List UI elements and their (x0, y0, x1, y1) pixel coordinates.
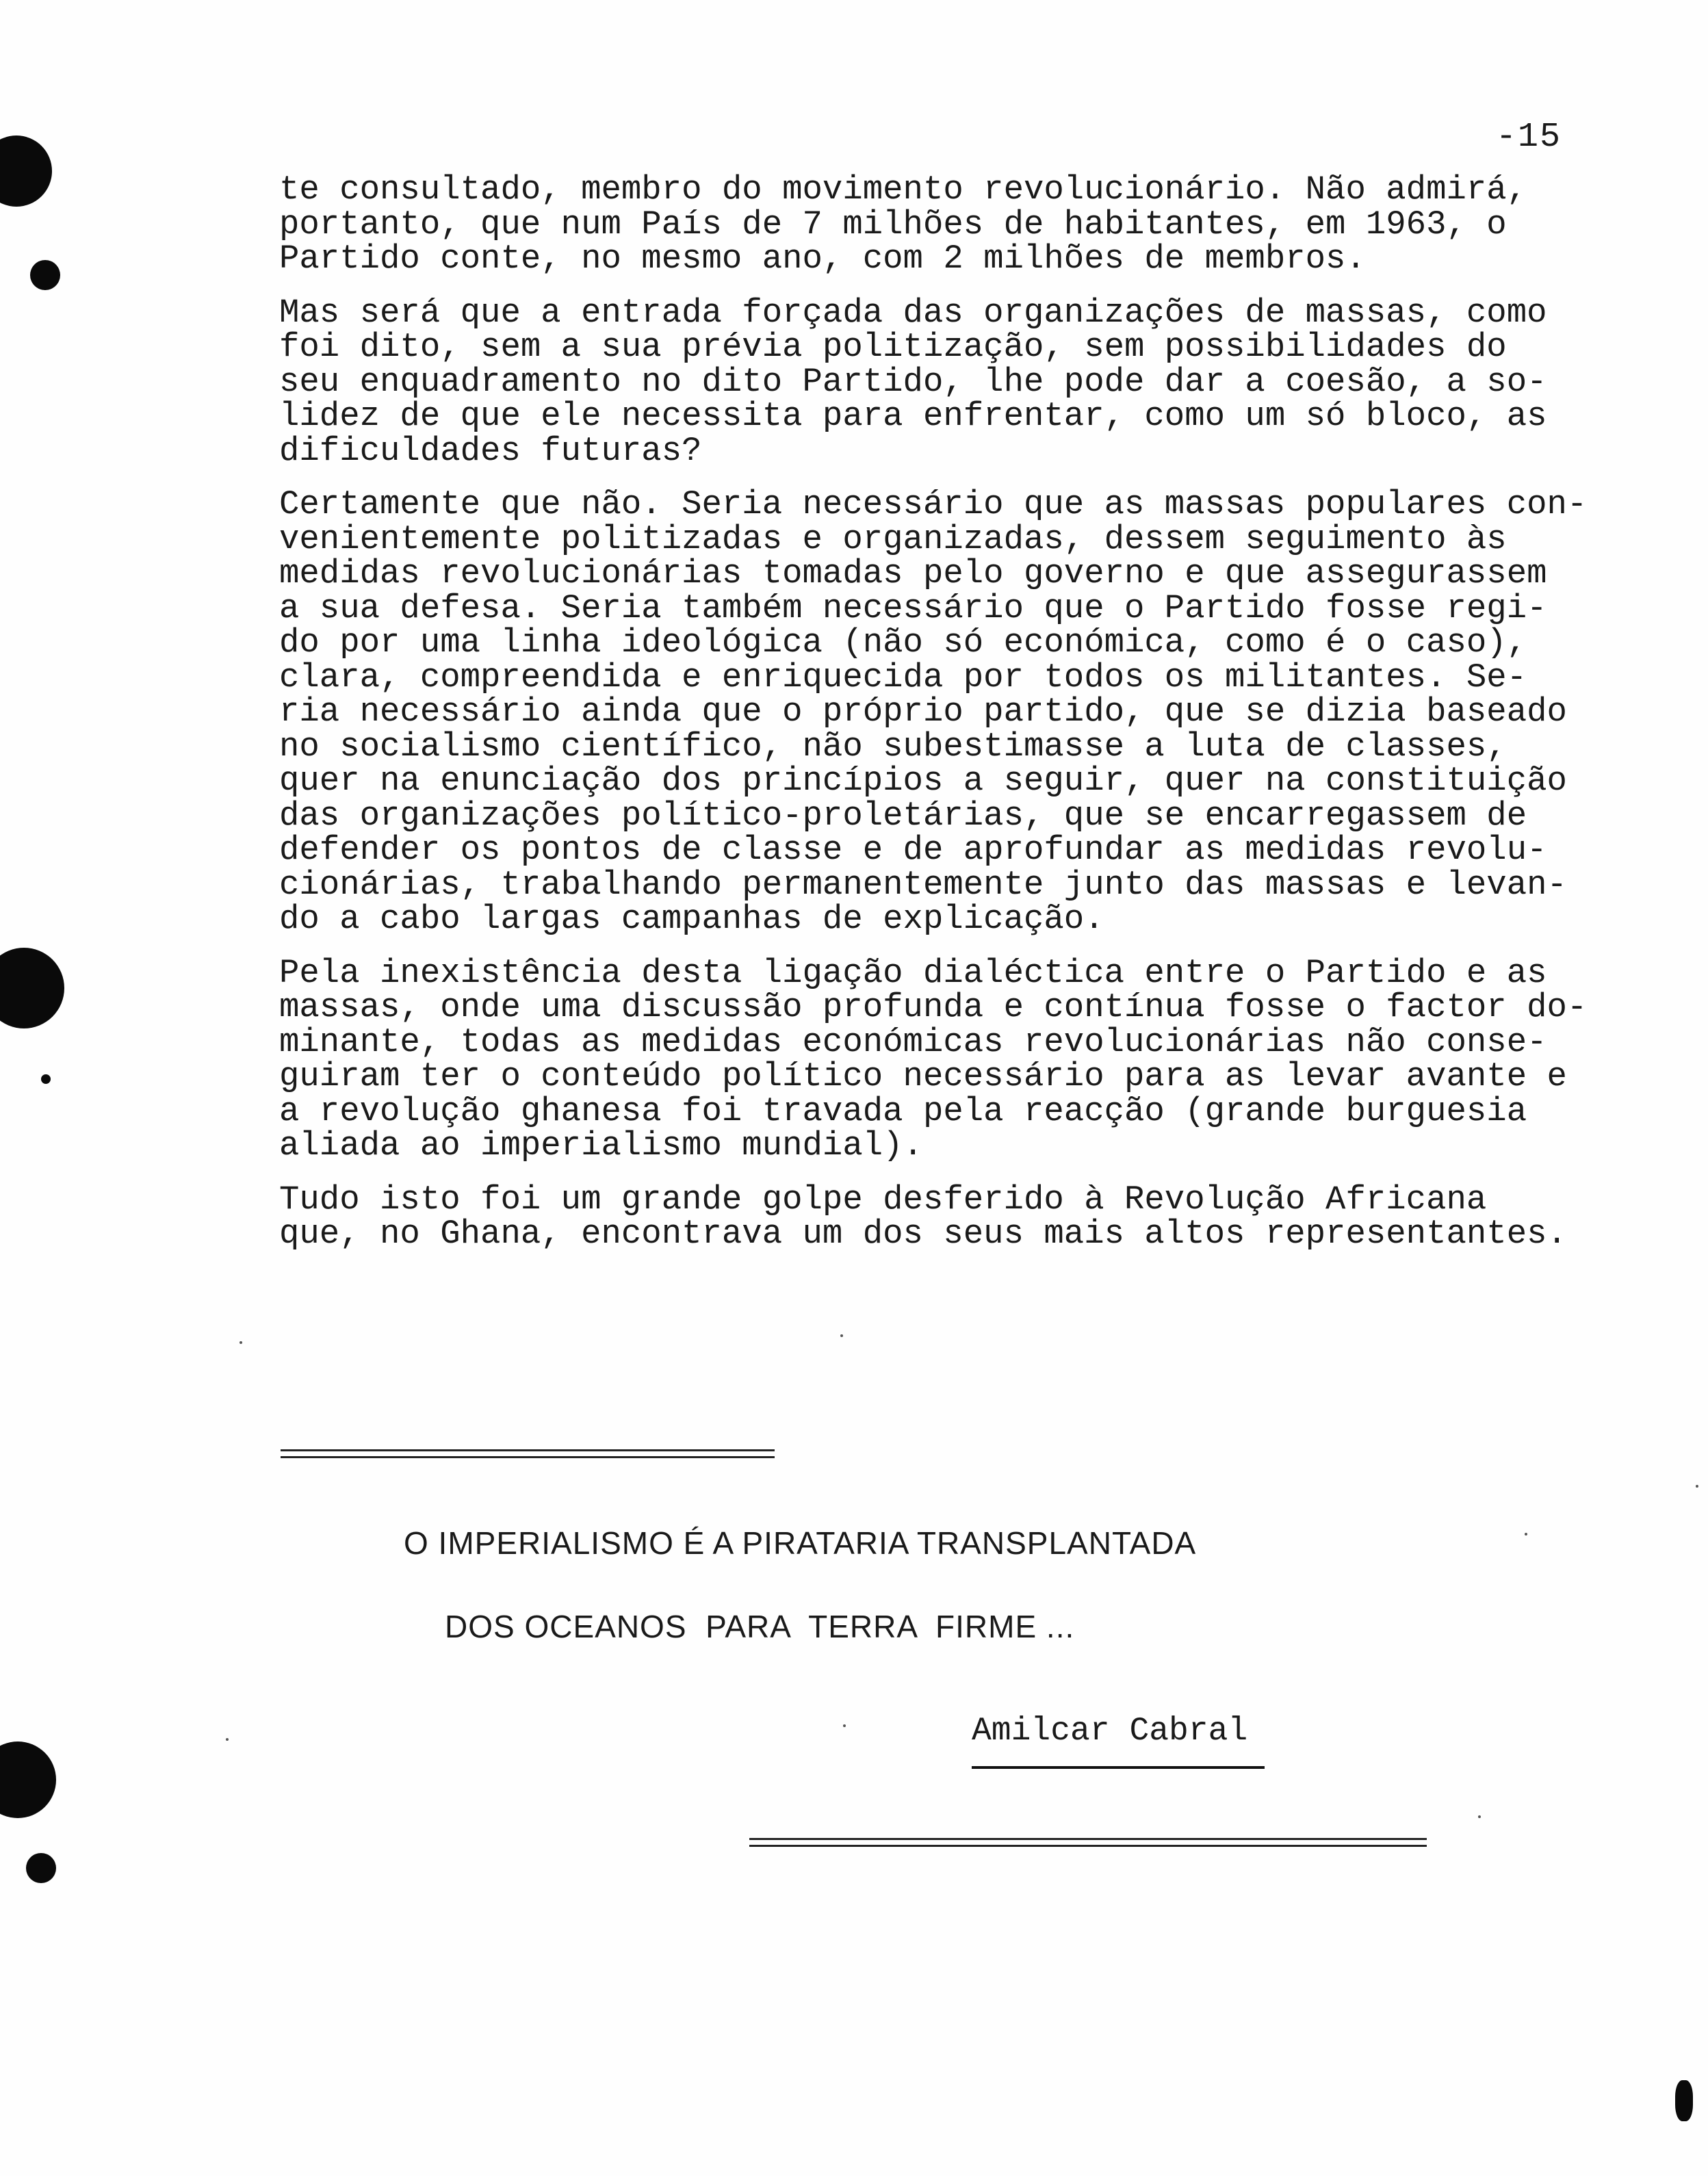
text-line: Pela inexistência desta ligação dialéctica entre o Partido e as (279, 953, 1547, 992)
scan-speck (1525, 1533, 1527, 1536)
double-rule-bottom (749, 1838, 1427, 1840)
text-line: clara, compreendida e enriquecida por todos os militantes. Se- (279, 658, 1527, 697)
text-line: seu enquadramento no dito Partido, lhe pode dar a coesão, a so- (279, 362, 1547, 401)
paragraph-3 (279, 487, 1655, 937)
scan-speck (226, 1738, 229, 1741)
text-line: Mas será que a entrada forçada das organizações de massas, como (279, 293, 1547, 332)
scan-speck (1696, 1485, 1698, 1488)
text-line: defender os pontos de classe e de aprofundar as medidas revolu- (279, 831, 1547, 869)
scan-speck (240, 1341, 242, 1344)
text-line: no socialismo científico, não subestimasse a luta de classes, (279, 727, 1507, 766)
scan-speck (840, 1334, 843, 1337)
paragraph-4 (279, 953, 1655, 1165)
text-line: dificuldades futuras? (279, 431, 702, 470)
punch-hole (41, 1074, 51, 1084)
double-rule-top (281, 1449, 775, 1451)
punch-hole (0, 135, 52, 207)
text-line: que, no Ghana, encontrava um dos seus mais altos representantes. (279, 1215, 1567, 1253)
paragraph-2 (279, 293, 1655, 470)
paragraph-1 (279, 172, 1655, 276)
text-line: das organizações político-proletárias, que se encarregassem de (279, 796, 1527, 835)
scan-speck (843, 1724, 846, 1727)
text-line: foi dito, sem a sua prévia politização, sem possibilidades do (279, 328, 1507, 366)
quote-line-2: DOS OCEANOS PARA TERRA FIRME ... (445, 1609, 1075, 1644)
text-line: cionárias, trabalhando permanentemente junto das massas e levan- (279, 865, 1567, 904)
punch-hole (0, 1741, 56, 1818)
body-text (279, 172, 1655, 1271)
text-line: portanto, que num País de 7 milhões de habitantes, em 1963, o (279, 205, 1507, 244)
page-number: -15 (1496, 118, 1562, 157)
text-line: massas, onde uma discussão profunda e contínua fosse o factor do- (279, 988, 1588, 1026)
text-line: Certamente que não. Seria necessário que as massas populares con- (279, 485, 1588, 523)
text-line: venientemente politizadas e organizadas, dessem seguimento às (279, 519, 1507, 558)
text-line: minante, todas as medidas económicas revolucionárias não conse- (279, 1022, 1547, 1061)
text-line: do a cabo largas campanhas de explicação. (279, 900, 1104, 938)
text-line: a revolução ghanesa foi travada pela reacção (grande burguesia (279, 1091, 1527, 1130)
punch-hole (0, 948, 64, 1028)
punch-hole (1675, 2080, 1693, 2121)
text-line: guiram ter o conteúdo político necessário para as levar avante e (279, 1057, 1567, 1096)
text-line: te consultado, membro do movimento revolucionário. Não admirá, (279, 170, 1527, 209)
text-line: ria necessário ainda que o próprio partido, que se dizia baseado (279, 692, 1567, 731)
scan-speck (1478, 1815, 1481, 1818)
text-line: aliada ao imperialismo mundial). (279, 1126, 923, 1165)
text-line: lidez de que ele necessita para enfrentar, como um só bloco, as (279, 397, 1547, 435)
quote-author: Amilcar Cabral (972, 1713, 1248, 1750)
punch-hole (30, 260, 60, 290)
text-line: Tudo isto foi um grande golpe desferido à Revolução Africana (279, 1180, 1487, 1219)
text-line: Partido conte, no mesmo ano, com 2 milhões de membros. (279, 239, 1366, 278)
text-line: medidas revolucionárias tomadas pelo governo e que assegurassem (279, 554, 1547, 593)
author-underline (972, 1766, 1265, 1769)
text-line: do por uma linha ideológica (não só económica, como é o caso), (279, 623, 1527, 662)
quote-line-1: O IMPERIALISMO É A PIRATARIA TRANSPLANTADA (404, 1525, 1197, 1561)
text-line: quer na enunciação dos princípios a seguir, quer na constituição (279, 762, 1567, 800)
text-line: a sua defesa. Seria também necessário que o Partido fosse regi- (279, 588, 1547, 627)
paragraph-5 (279, 1182, 1655, 1252)
punch-hole (26, 1853, 56, 1883)
